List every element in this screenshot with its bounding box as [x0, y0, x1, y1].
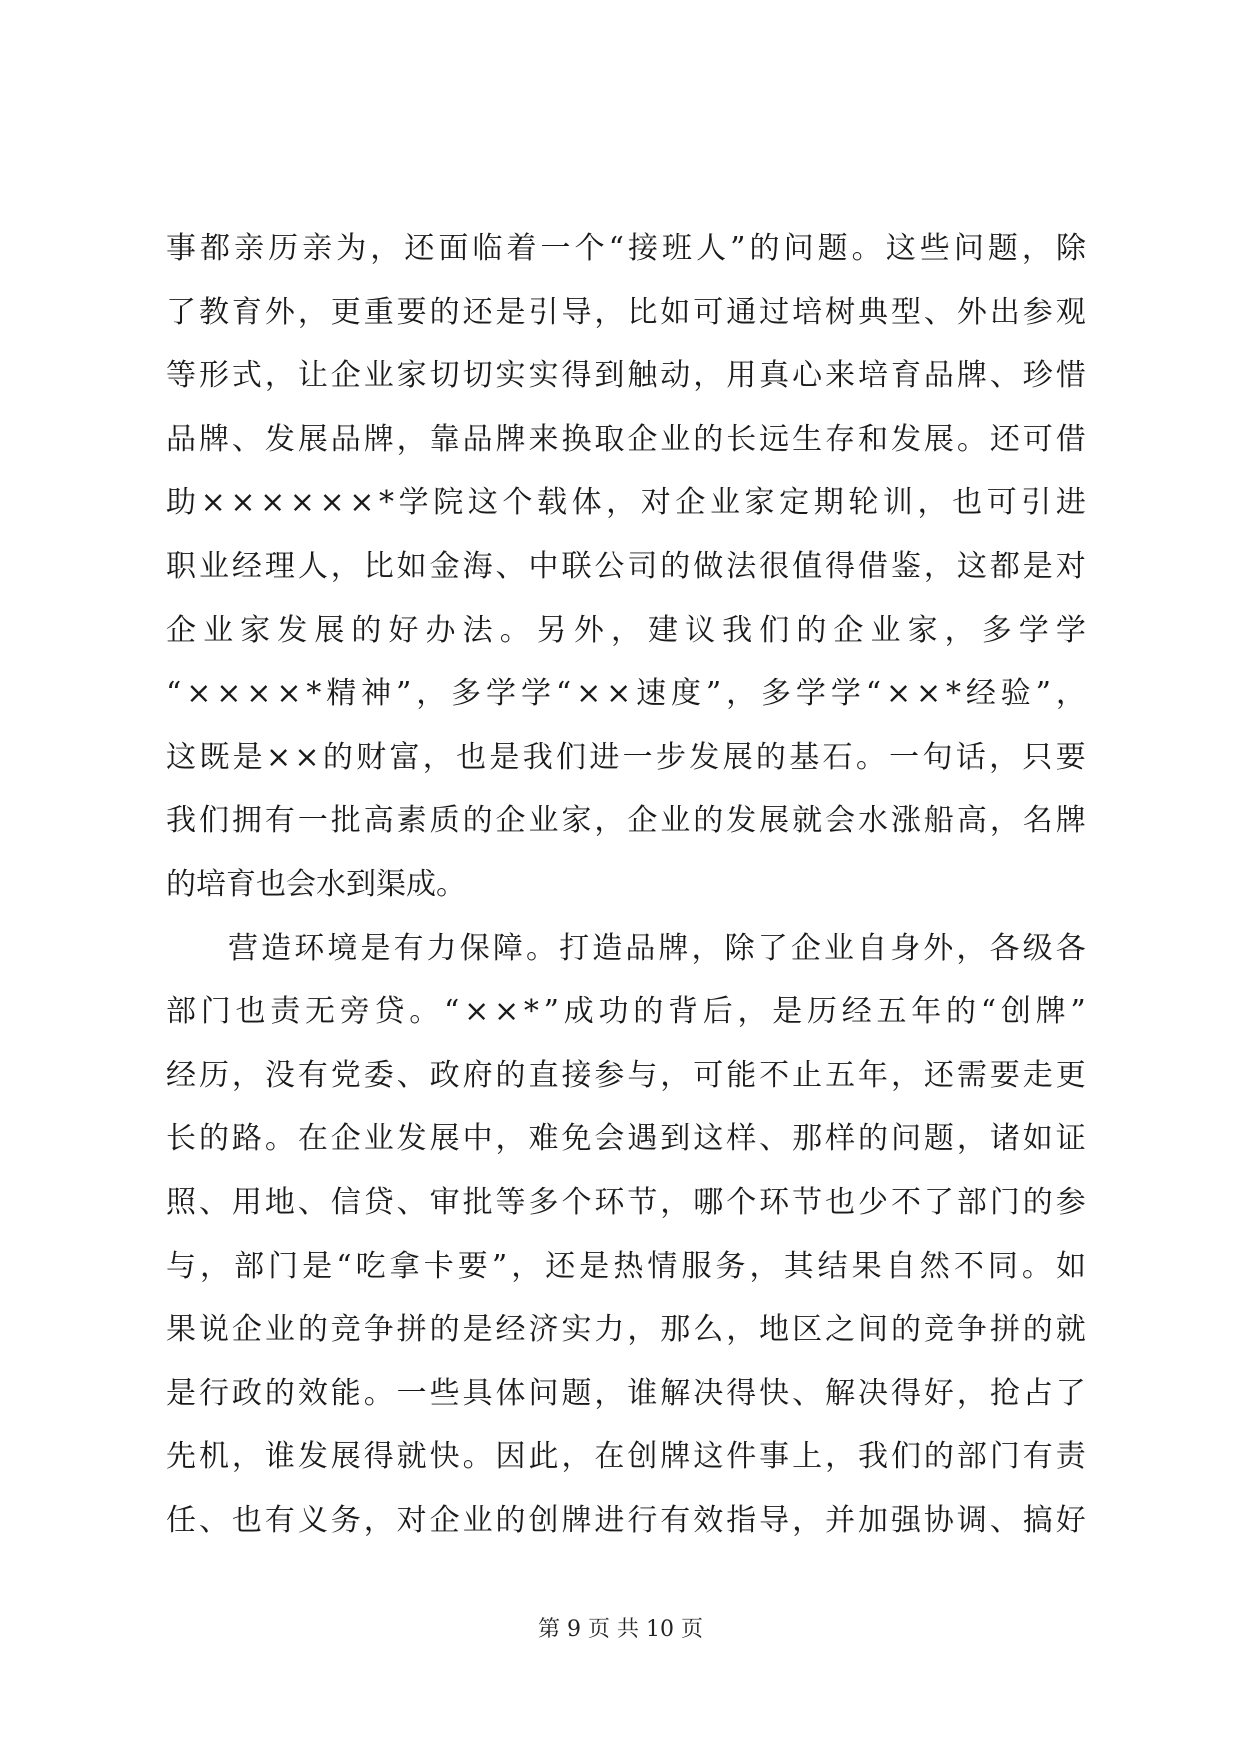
text-line: 照 、 用 地 、 信 贷 、 审 批 等 多 个 环 节 ， 哪 个 环 节 也 少 不 了 部 门 的 参	[166, 1184, 1086, 1220]
text-line: 职 业 经 理 人 ， 比 如 金 海 、 中 联 公 司 的 做 法 很 值 得 借 鉴 ， 这 都 是 对	[166, 548, 1086, 584]
text-line: 等 形 式 ， 让 企 业 家 切 切 实 实 得 到 触 动 ， 用 真 心 来 培 育 品 牌 、 珍 惜	[166, 358, 1086, 394]
text-line: 营 造 环 境 是 有 力 保 障 。 打 造 品 牌 ， 除 了 企 业 自 身 外 ， 各 级 各	[228, 930, 1086, 966]
text-line: 了 教 育 外 ， 更 重 要 的 还 是 引 导 ， 比 如 可 通 过 培 树 典 型 、 外 出 参 观	[166, 294, 1086, 330]
text-line: 事 都 亲 历 亲 为 ， 还 面 临 着 一 个 “ 接 班 人 ” 的 问 题 。 这 些 问 题 ， 除	[166, 231, 1086, 266]
page-footer: 第 9 页 共 10 页	[538, 1617, 703, 1642]
text-line: 部 门 也 责 无 旁 贷 。 “ × × * ” 成 功 的 背 后 ， 是 历 经 五 年 的 “ 创 牌 ”	[166, 994, 1086, 1030]
document-body	[166, 229, 1086, 1564]
text-line: 这 既 是 × × 的 财 富 ， 也 是 我 们 进 一 步 发 展 的 基 石 。 一 句 话 ， 只 要	[166, 739, 1086, 775]
paragraph	[166, 929, 1086, 1565]
text-line: “ × × × × * 精 神 ” ， 多 学 学 “ × × 速 度 ” ， 多 学 学 “ × × * 经 验 ” ，	[166, 676, 1086, 712]
text-line: 长 的 路 。 在 企 业 发 展 中 ， 难 免 会 遇 到 这 样 、 那 样 的 问 题 ， 诸 如 证	[166, 1121, 1086, 1157]
text-line: 企 业 家 发 展 的 好 办 法 。 另 外 ， 建 议 我 们 的 企 业 家 ， 多 学 学	[166, 612, 1086, 648]
text-line: 先 机 ， 谁 发 展 得 就 快 。 因 此 ， 在 创 牌 这 件 事 上 ， 我 们 的 部 门 有 责	[166, 1439, 1086, 1475]
text-line: 与 ， 部 门 是 “ 吃 拿 卡 要 ” ， 还 是 热 情 服 务 ， 其 结 果 自 然 不 同 。 如	[166, 1248, 1086, 1284]
text-line: 经 历 ， 没 有 党 委 、 政 府 的 直 接 参 与 ， 可 能 不 止 五 年 ， 还 需 要 走 更	[166, 1057, 1086, 1093]
paragraph	[166, 229, 1086, 929]
text-line: 是 行 政 的 效 能 。 一 些 具 体 问 题 ， 谁 解 决 得 快 、 解 决 得 好 ， 抢 占 了	[166, 1375, 1086, 1411]
text-line: 品 牌 、 发 展 品 牌 ， 靠 品 牌 来 换 取 企 业 的 长 远 生 存 和 发 展 。 还 可 借	[166, 421, 1086, 457]
text-line: 任 、 也 有 义 务 ， 对 企 业 的 创 牌 进 行 有 效 指 导 ， 并 加 强 协 调 、 搞 好	[166, 1502, 1086, 1538]
text-line: 果 说 企 业 的 竞 争 拼 的 是 经 济 实 力 ， 那 么 ， 地 区 之 间 的 竞 争 拼 的 就	[166, 1312, 1086, 1348]
text-line: 我 们 拥 有 一 批 高 素 质 的 企 业 家 ， 企 业 的 发 展 就 会 水 涨 船 高 ， 名 牌	[166, 803, 1086, 839]
text-line: 的 培 育 也 会 水 到 渠 成 。	[166, 866, 466, 902]
text-line: 助 × × × × × × * 学 院 这 个 载 体 ， 对 企 业 家 定 期 轮 训 ， 也 可 引 进	[166, 485, 1086, 521]
